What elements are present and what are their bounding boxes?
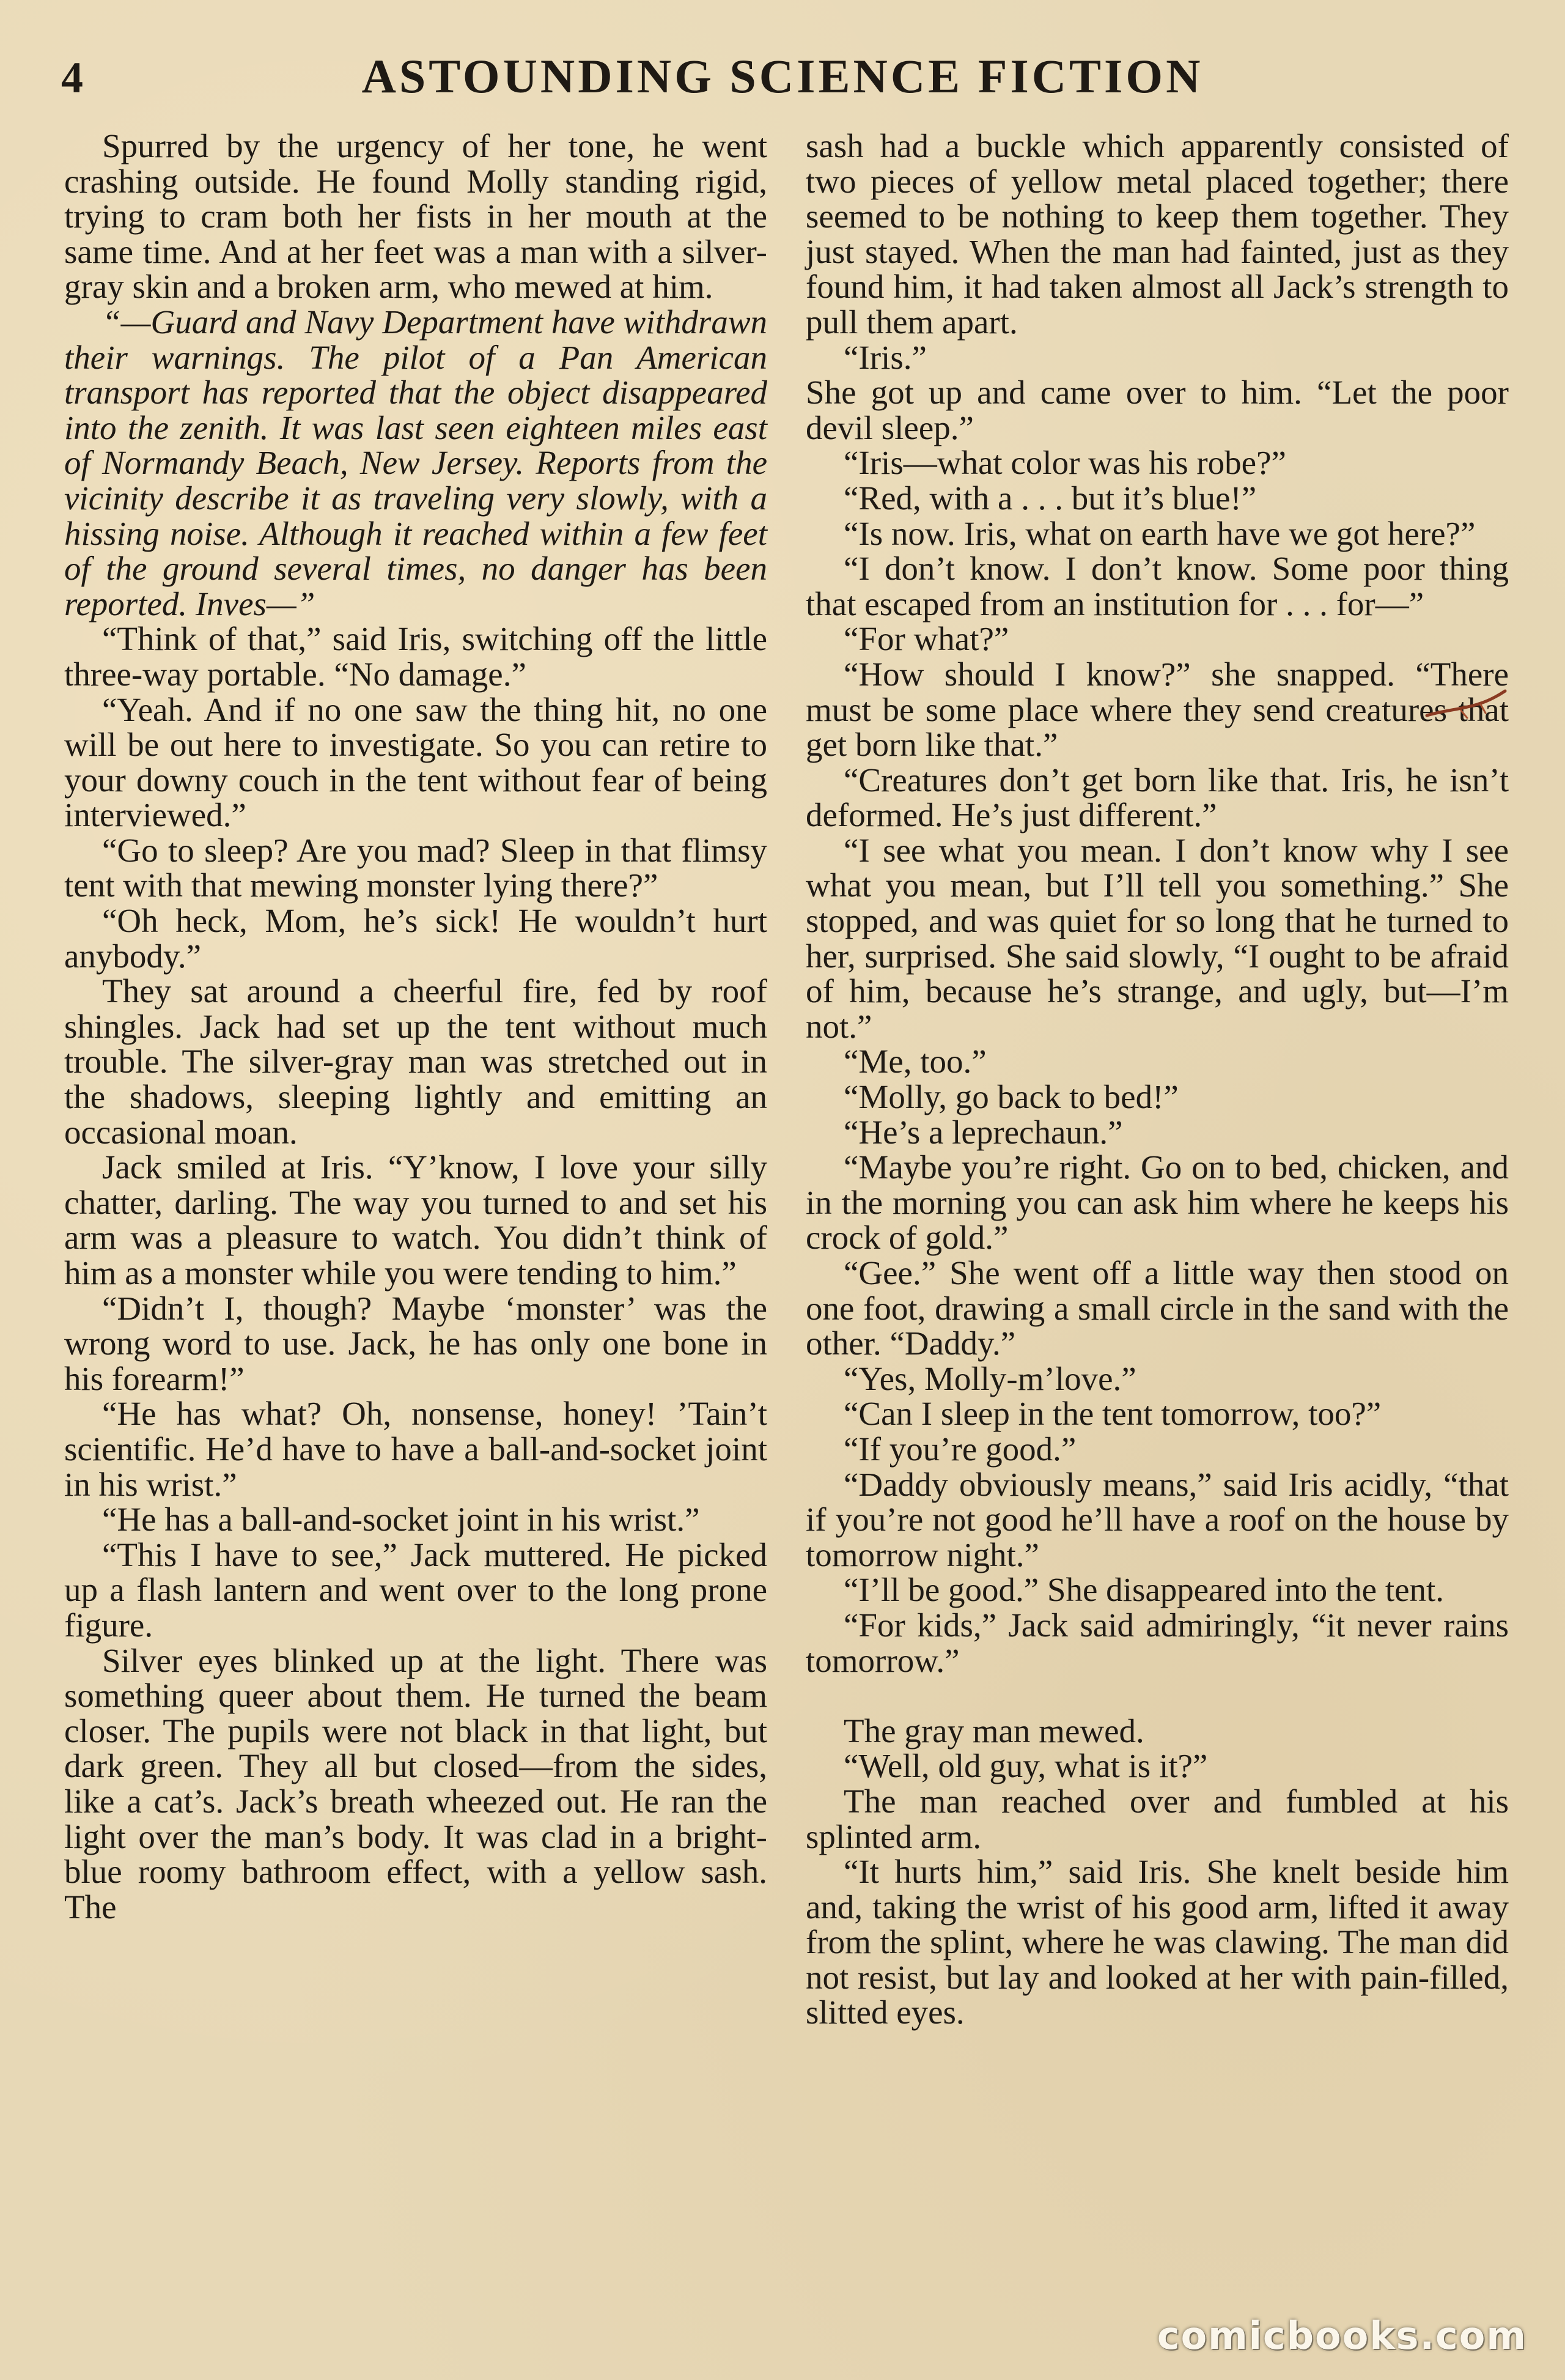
paper-stain-mark [1424, 686, 1510, 723]
paragraph: “Go to sleep? Are you mad? Sleep in that flimsy tent with that mewing monster lying there?” [64, 831, 767, 904]
paragraph: “Didn’t I, though? Maybe ‘monster’ was the wrong word to use. Jack, he has only one bone in his forearm!” [64, 1289, 767, 1397]
paragraph: “How should I know?” she snapped. “There must be some place where they send creatures that get born like that.” [806, 655, 1509, 764]
paragraph: “Think of that,” said Iris, switching off the little three-way portable. “No damage.” [64, 620, 767, 693]
paragraph: “Iris—what color was his robe?” [844, 444, 1286, 482]
paragraph: Silver eyes blinked up at the light. There was something queer about them. He turned the beam closer. The pupils were not black in that light, but dark green. They all but closed—from the sides, like a cat’s. Jack’s breath wheezed out. He ran the light over the man’s body. It was clad in a bright-blue roomy bathroom effect, with a yellow sash. The [64, 1641, 767, 1926]
paragraph: “I don’t know. I don’t know. Some poor thing that escaped from an institution for . . . for—” [806, 550, 1509, 623]
paragraph: “Well, old guy, what is it?” [844, 1747, 1208, 1785]
watermark: comicbooks.com [1157, 2313, 1527, 2358]
paragraph: Spurred by the urgency of her tone, he went crashing outside. He found Molly standing rigid, trying to cram both her fists in her mouth at the same time. And at her feet was a man with a silver-gray skin and a broken arm, who mewed at him. [64, 127, 767, 306]
paragraph: The man reached over and fumbled at his splinted arm. [806, 1782, 1509, 1855]
paragraph: “Daddy obviously means,” said Iris acidly, “that if you’re not good he’ll have a roof on the house by tomorrow night.” [806, 1465, 1509, 1573]
paragraph: “For what?” [844, 620, 1009, 658]
paragraph: “He has what? Oh, nonsense, honey! ’Tain’t scientific. He’d have to have a ball-and-socket joint in his wrist.” [64, 1395, 767, 1503]
paragraph: Jack smiled at Iris. “Y’know, I love your silly chatter, darling. The way you turned to and set his arm was a pleasure to watch. You didn’t think of him as a monster while you were tending to him.” [64, 1148, 767, 1292]
page-header [61, 49, 1504, 116]
paragraph: “If you’re good.” [844, 1430, 1077, 1468]
paragraph: “Yeah. And if no one saw the thing hit, no one will be out here to investigate. So you can retire to your downy couch in the tent without fear of being interviewed.” [64, 690, 767, 834]
section-break [806, 1678, 1509, 1713]
paragraph: She got up and came over to him. “Let the poor devil sleep.” [806, 374, 1509, 446]
paragraph: “Can I sleep in the tent tomorrow, too?” [844, 1395, 1382, 1433]
paragraph: “This I have to see,” Jack muttered. He picked up a flash lantern and went over to the long prone figure. [64, 1536, 767, 1644]
paragraph: “For kids,” Jack said admiringly, “it never rains tomorrow.” [806, 1606, 1509, 1679]
paragraph: “It hurts him,” said Iris. She knelt beside him and, taking the wrist of his good arm, lifted it away from the splint, where he was clawing. The man did not resist, but lay and looked at her with pain-filled, slitted eyes. [806, 1853, 1509, 2031]
paragraph: “Me, too.” [844, 1043, 987, 1081]
paragraph: “Molly, go back to bed!” [844, 1078, 1179, 1116]
paragraph: The gray man mewed. [844, 1712, 1144, 1750]
paragraph: “Gee.” She went off a little way then stood on one foot, drawing a small circle in the sand with the other. “Daddy.” [806, 1254, 1509, 1362]
paragraph: “Creatures don’t get born like that. Iris, he isn’t deformed. He’s just different.” [806, 761, 1509, 834]
paragraph: “He has a ball-and-socket joint in his wrist.” [102, 1501, 700, 1539]
paragraph: They sat around a cheerful fire, fed by roof shingles. Jack had set up the tent without much trouble. The silver-gray man was stretched out in the shadows, sleeping lightly and emitting an occasional moan. [64, 972, 767, 1151]
left-text-column [64, 128, 767, 1924]
running-head: ASTOUNDING SCIENCE FICTION [361, 50, 1204, 103]
paragraph: “Is now. Iris, what on earth have we got here?” [844, 514, 1476, 552]
paragraph: “Yes, Molly-m’love.” [844, 1359, 1136, 1397]
radio-broadcast-paragraph: “—Guard and Navy Department have withdrawn their warnings. The pilot of a Pan American transport has reported that the object disappeared into the zenith. It was last seen eighteen miles east of Normandy Beach, New Jersey. Reports from the vicinity describe it as traveling very slowly, with a hissing noise. Although it reached within a few feet of the ground several times, no danger has been reported. Inves—” [64, 303, 767, 623]
paragraph: sash had a buckle which apparently consisted of two pieces of yellow metal placed together; there seemed to be nothing to keep them together. They just stayed. When the man had fainted, just as they found him, it had taken almost all Jack’s strength to pull them apart. [806, 127, 1509, 341]
paragraph: “I’ll be good.” She disappeared into the tent. [844, 1571, 1445, 1609]
paragraph: “Red, with a . . . but it’s blue!” [844, 479, 1257, 517]
paragraph: “He’s a leprechaun.” [844, 1113, 1123, 1151]
paragraph: “Oh heck, Mom, he’s sick! He wouldn’t hurt anybody.” [64, 902, 767, 975]
paragraph: “I see what you mean. I don’t know why I see what you mean, but I’ll tell you something.” She stopped, and was quiet for so long that he turned to her, surprised. She said slowly, “I ought to be afraid of him, because he’s strange, and ugly, but—I’m not.” [806, 831, 1509, 1045]
paragraph: “Maybe you’re right. Go on to bed, chicken, and in the morning you can ask him where he keeps his crock of gold.” [806, 1148, 1509, 1257]
page-number: 4 [61, 53, 84, 102]
right-text-column [806, 128, 1509, 2030]
paragraph: “Iris.” [844, 338, 927, 376]
